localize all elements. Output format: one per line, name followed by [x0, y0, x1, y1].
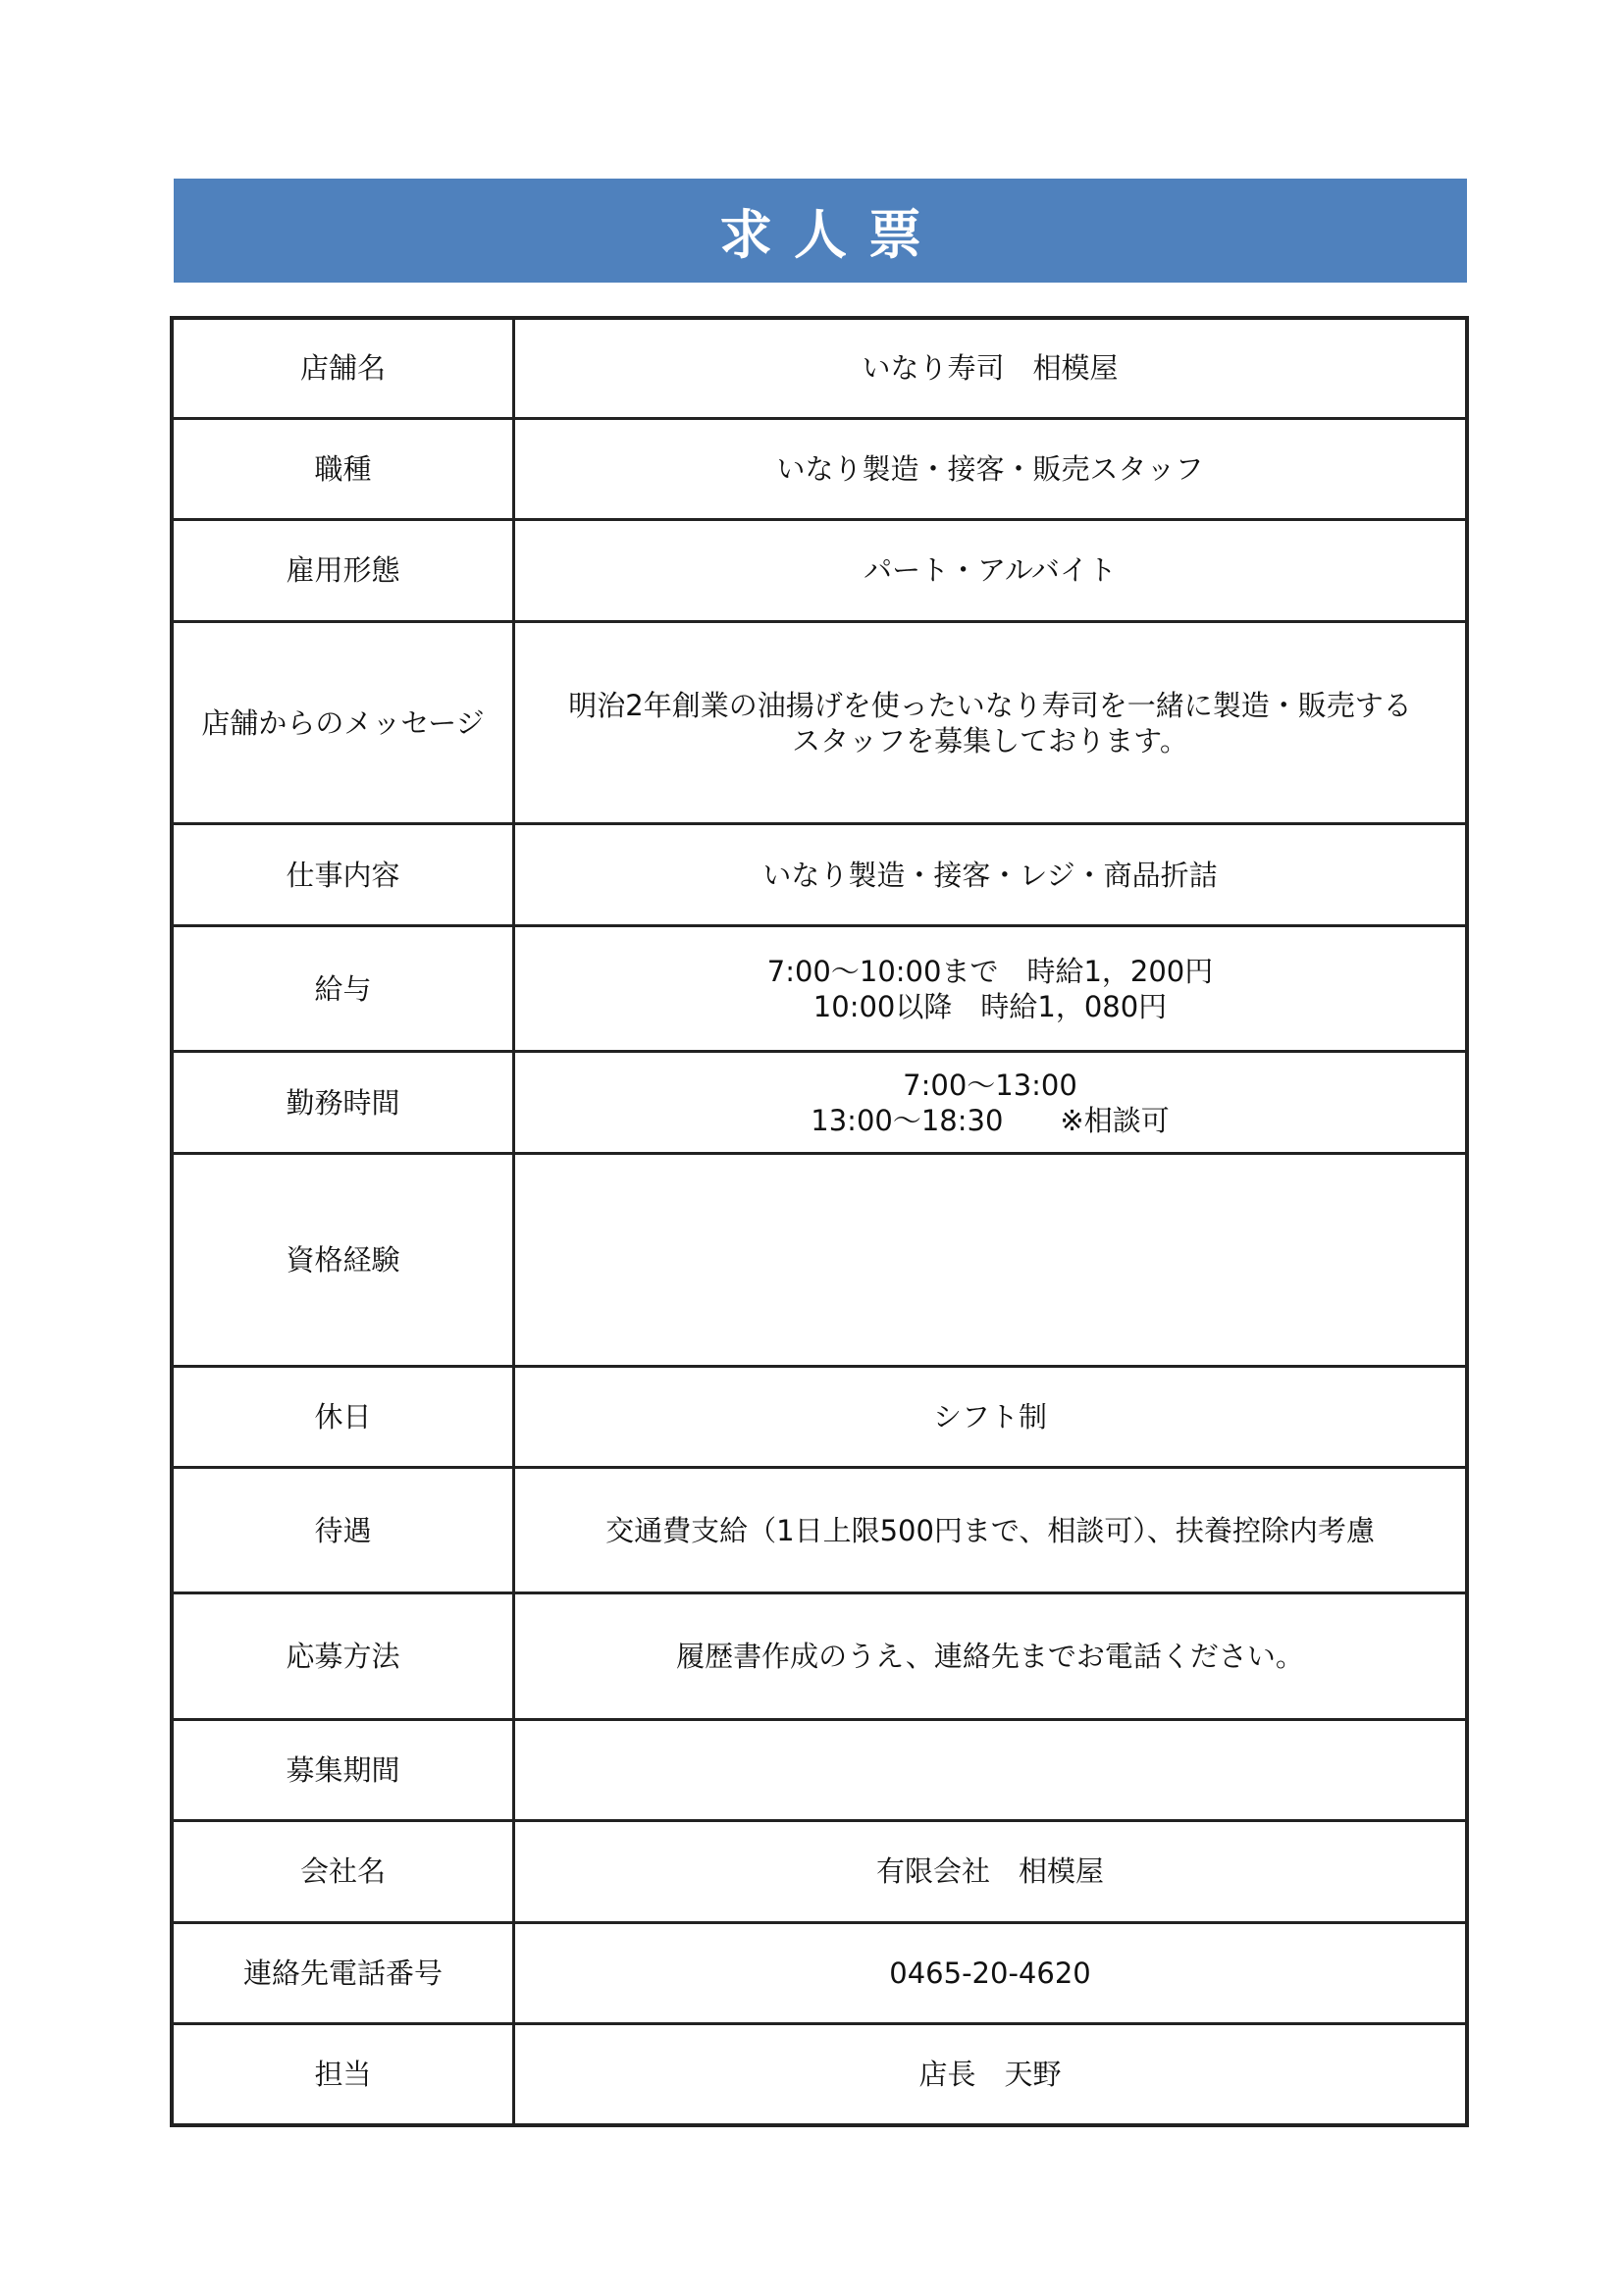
label-employment-type: 雇用形態: [172, 520, 514, 621]
label-application-method: 応募方法: [172, 1593, 514, 1719]
value-line: シフト制: [932, 1399, 1047, 1434]
row-employment-type: [172, 520, 1467, 621]
value-employment-type: [514, 520, 1468, 621]
value-line: スタッフを募集しております。: [792, 723, 1188, 757]
value-line: 明治2年創業の油揚げを使ったいなり寿司を一緒に製造・販売する: [568, 688, 1412, 722]
row-benefits: [172, 1467, 1467, 1592]
row-work-hours: [172, 1052, 1467, 1153]
value-line: 13:00～18:30 ※相談可: [811, 1103, 1170, 1137]
value-person-in-charge: [514, 2024, 1468, 2125]
value-company-name: [514, 1821, 1468, 1922]
value-store-message: [514, 621, 1468, 824]
value-job-type: [514, 418, 1468, 519]
value-holidays: [514, 1366, 1468, 1467]
row-qualifications: [172, 1153, 1467, 1366]
value-store-name: [514, 318, 1468, 418]
row-work-content: [172, 824, 1467, 925]
row-recruitment-period: [172, 1719, 1467, 1820]
label-salary: 給与: [172, 925, 514, 1051]
row-holidays: [172, 1366, 1467, 1467]
value-line: いなり製造・接客・レジ・商品折詰: [762, 858, 1218, 892]
label-recruitment-period: 募集期間: [172, 1719, 514, 1820]
value-line: 0465-20-4620: [889, 1956, 1091, 1990]
value-line: 履歴書作成のうえ、連絡先までお電話ください。: [676, 1640, 1304, 1674]
row-store-message: [172, 621, 1467, 824]
label-holidays: 休日: [172, 1366, 514, 1467]
value-salary: [514, 925, 1468, 1051]
value-benefits: [514, 1467, 1468, 1592]
value-qualifications: [514, 1153, 1468, 1366]
value-contact-phone: [514, 1922, 1468, 2023]
value-line: パート・アルバイト: [864, 553, 1117, 588]
page-title: 求人票: [719, 203, 943, 266]
value-line: いなり製造・接客・販売スタッフ: [776, 452, 1204, 487]
label-benefits: 待遇: [172, 1467, 514, 1592]
label-store-name: 店舗名: [172, 318, 514, 418]
value-line: 7:00～13:00: [903, 1068, 1077, 1102]
label-company-name: 会社名: [172, 1821, 514, 1922]
value-line: 有限会社 相模屋: [875, 1854, 1104, 1889]
label-qualifications: 資格経験: [172, 1153, 514, 1366]
label-work-hours: 勤務時間: [172, 1052, 514, 1153]
label-store-message: 店舗からのメッセージ: [172, 621, 514, 824]
value-line: 7:00～10:00まで 時給1，200円: [766, 954, 1214, 988]
row-person-in-charge: [172, 2024, 1467, 2125]
row-store-name: [172, 318, 1467, 418]
label-work-content: 仕事内容: [172, 824, 514, 925]
row-contact-phone: [172, 1922, 1467, 2023]
value-line: 交通費支給（1日上限500円まで、相談可）、扶養控除内考慮: [605, 1513, 1375, 1547]
row-company-name: [172, 1821, 1467, 1922]
value-line: 店長 天野: [918, 2058, 1062, 2092]
title-banner: [174, 179, 1467, 283]
value-work-hours: [514, 1052, 1468, 1153]
value-recruitment-period: [514, 1719, 1468, 1820]
label-person-in-charge: 担当: [172, 2024, 514, 2125]
value-line: いなり寿司 相模屋: [862, 351, 1119, 386]
row-application-method: [172, 1593, 1467, 1719]
value-line: 10:00以降 時給1，080円: [812, 989, 1168, 1023]
value-application-method: [514, 1593, 1468, 1719]
job-listing-table: [170, 316, 1469, 2127]
label-job-type: 職種: [172, 418, 514, 519]
value-work-content: [514, 824, 1468, 925]
label-contact-phone: 連絡先電話番号: [172, 1922, 514, 2023]
row-salary: [172, 925, 1467, 1051]
row-job-type: [172, 418, 1467, 519]
